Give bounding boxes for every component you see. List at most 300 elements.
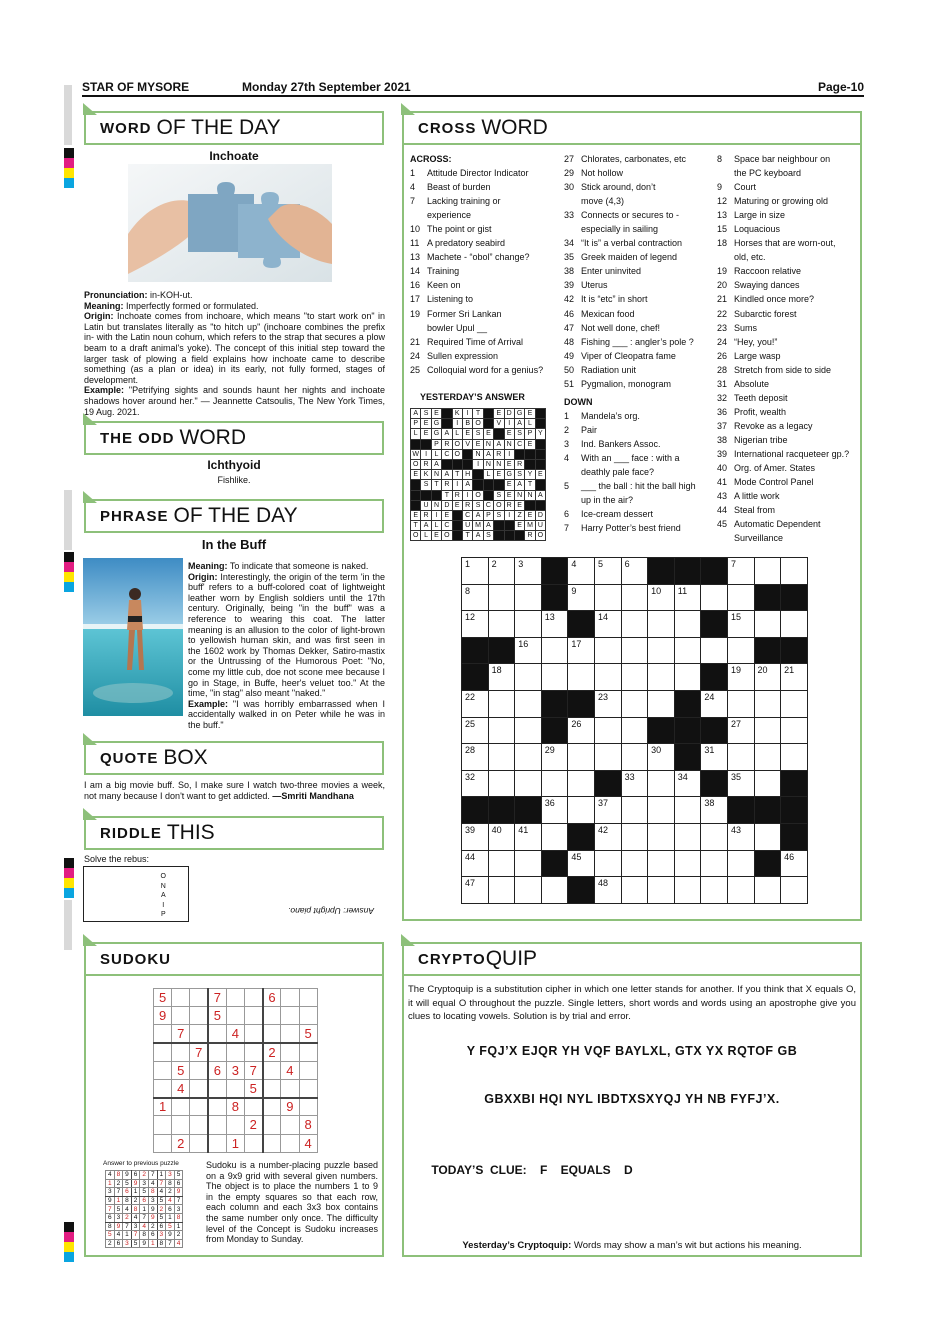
crossword-cell (781, 877, 808, 904)
crossword-cell (515, 584, 542, 611)
crossword-black-cell (568, 823, 595, 850)
answer-cell: A (421, 521, 431, 531)
answer-cell: 5 (106, 1231, 115, 1240)
crossword-cell (541, 611, 568, 638)
clue-number: 28 (717, 364, 728, 375)
clue-text: especially in sailing (581, 224, 659, 235)
clue-item (410, 349, 562, 363)
answer-cell: 8 (157, 1239, 166, 1248)
clue-item (564, 208, 714, 222)
sudoku-cell (190, 1116, 208, 1134)
clue-item (564, 307, 714, 321)
answer-cell: 1 (114, 1196, 123, 1205)
crossword-cell (727, 850, 754, 877)
answer-cell: V (494, 419, 504, 429)
sudoku-cell (154, 1061, 172, 1079)
answer-cell: 9 (114, 1222, 123, 1231)
clue-item (717, 307, 859, 321)
clue-text: deathly pale face? (581, 467, 655, 478)
clue-item (717, 503, 859, 517)
sudoku-cell (299, 1098, 317, 1116)
crossword-cell (754, 877, 781, 904)
answer-cell: A (514, 419, 524, 429)
clue-item (717, 531, 859, 545)
answer-cell: I (504, 510, 514, 520)
answer-cell (473, 480, 483, 490)
sudoku-cell (190, 1134, 208, 1152)
clue-text: Mexican food (581, 308, 635, 319)
crossword-black-cell (488, 637, 515, 664)
clue-number: 32 (717, 392, 728, 403)
clue-item (564, 335, 714, 349)
answer-cell: R (462, 500, 472, 510)
answer-cell: E (421, 419, 431, 429)
cell-number: 10 (651, 585, 662, 596)
crossword-cell (754, 690, 781, 717)
clue-item (564, 493, 714, 507)
clue-number: 23 (717, 322, 728, 333)
answer-cell: 5 (166, 1222, 175, 1231)
answer-cell: 5 (114, 1205, 123, 1214)
cell-number: 1 (465, 559, 471, 569)
crossword-cell (781, 850, 808, 877)
answer-cell: E (514, 521, 524, 531)
answer-cell (535, 439, 545, 449)
answer-cell: D (535, 510, 545, 520)
crossword-cell (727, 664, 754, 691)
clue-number: 39 (717, 448, 728, 459)
clue-text: Connects or secures to - (581, 210, 680, 221)
crossword-black-cell (781, 823, 808, 850)
answer-cell (535, 419, 545, 429)
sudoku-description: Sudoku is a number-placing puzzle based on a 9x9 grid with several given numbers. The object is to place the numbers 1 to 9 in the empty squares so that each row, each column and each 3x3 box contains the same number only once. The difficulty level of the Concept is Sudoku increases from Monday to Sunday. (206, 1160, 378, 1245)
crossword-cell (594, 637, 621, 664)
sudoku-cell (226, 989, 244, 1007)
crossword-cell (541, 664, 568, 691)
cell-number: 12 (465, 612, 476, 623)
crossword-black-cell (701, 558, 728, 585)
crossword-cell (515, 850, 542, 877)
crossword-cell (568, 637, 595, 664)
clue-item (410, 222, 562, 236)
cell-number: 22 (465, 691, 476, 702)
answer-cell: R (452, 490, 462, 500)
answer-cell (452, 459, 462, 469)
crossword-cell (462, 877, 489, 904)
cell-number: 42 (597, 824, 608, 835)
crossword-cell (648, 877, 675, 904)
sudoku-cell (208, 1025, 226, 1043)
crossword-cell (594, 664, 621, 691)
clue-number: 22 (717, 308, 728, 319)
crossword-cell (621, 744, 648, 771)
answer-cell: L (431, 449, 441, 459)
clues-col2 (564, 152, 714, 535)
clue-item (564, 423, 714, 437)
puzzle-hands-image (128, 164, 332, 282)
clue-number: 17 (410, 294, 421, 305)
clue-number: 48 (564, 336, 575, 347)
crossword-black-cell (541, 584, 568, 611)
across-clues-col1 (410, 152, 562, 377)
answer-cell (452, 531, 462, 541)
crossword-cell (701, 690, 728, 717)
answer-cell (411, 439, 421, 449)
clue-text: Uterus (581, 280, 608, 291)
answer-cell: L (421, 531, 431, 541)
answer-cell: 6 (166, 1205, 175, 1214)
answer-cell: 2 (131, 1196, 140, 1205)
crossword-cell (701, 850, 728, 877)
cell-number: 5 (597, 559, 603, 569)
quote-author: —Smriti Mandhana (272, 790, 354, 801)
sudoku-cell (281, 989, 299, 1007)
sudoku-cell: 1 (226, 1134, 244, 1152)
answer-cell: 2 (140, 1171, 149, 1180)
answer-cell: S (473, 500, 483, 510)
answer-cell: 6 (140, 1196, 149, 1205)
answer-cell (535, 449, 545, 459)
answer-cell: I (504, 449, 514, 459)
answer-cell (535, 500, 545, 510)
clue-item (564, 521, 714, 535)
sudoku-cell (244, 1025, 262, 1043)
clue-number: 21 (410, 336, 421, 347)
clue-text: bowler Upul __ (427, 322, 488, 333)
answer-cell: I (504, 419, 514, 429)
answer-cell: N (525, 490, 535, 500)
sudoku-cell: 6 (208, 1061, 226, 1079)
clue-number: 19 (410, 308, 421, 319)
answer-cell: M (525, 521, 535, 531)
crossword-cell (594, 797, 621, 824)
sudoku-cell (281, 1007, 299, 1025)
clue-number: 1 (564, 410, 570, 421)
answer-cell: O (411, 459, 421, 469)
answer-cell: G (431, 419, 441, 429)
clue-number: 38 (564, 266, 575, 277)
answer-cell: 1 (174, 1222, 183, 1231)
answer-cell: 7 (123, 1222, 132, 1231)
crossword-black-cell (781, 797, 808, 824)
answer-cell: 8 (166, 1179, 175, 1188)
sudoku-cell (172, 989, 190, 1007)
crossword-cell (674, 877, 701, 904)
crossword-cell (674, 770, 701, 797)
crossword-cell (488, 850, 515, 877)
crossword-cell (488, 717, 515, 744)
answer-cell: A (442, 470, 452, 480)
answer-cell: E (504, 429, 514, 439)
clue-item (410, 321, 562, 335)
cryptoquip-line-2: GBXXBI HQI NYL IBDTXSXYQJ YH NB FYFJ’X. (484, 1092, 780, 1106)
crossword-black-cell (701, 770, 728, 797)
answer-cell: 9 (123, 1171, 132, 1180)
answer-cell: 7 (174, 1196, 183, 1205)
page-number: Page-10 (817, 80, 864, 94)
crossword-black-cell (568, 611, 595, 638)
sudoku-cell: 4 (226, 1025, 244, 1043)
clue-item (564, 479, 714, 493)
clue-item (717, 180, 859, 194)
crossword-cell (594, 690, 621, 717)
crossword-cell (594, 558, 621, 585)
cell-number: 4 (571, 559, 577, 569)
paper-name: STAR OF MYSORE (82, 80, 190, 94)
sudoku-cell (190, 1025, 208, 1043)
crossword-cell (621, 770, 648, 797)
answer-cell: R (525, 531, 535, 541)
answer-cell: 4 (174, 1239, 183, 1248)
sudoku-cell (190, 1061, 208, 1079)
crossword-cell (754, 664, 781, 691)
crossword-cell (674, 850, 701, 877)
answer-cell: 9 (140, 1239, 149, 1248)
answer-cell: 4 (148, 1179, 157, 1188)
answer-cell: 3 (140, 1179, 149, 1188)
clue-text: Stick around, don’t (581, 182, 656, 193)
sudoku-cell: 4 (281, 1061, 299, 1079)
cell-number: 38 (704, 798, 715, 809)
answer-cell: R (504, 500, 514, 510)
answer-cell (535, 409, 545, 419)
answer-cell: T (473, 409, 483, 419)
sudoku-cell (299, 989, 317, 1007)
answer-cell: A (411, 409, 421, 419)
clue-text: Mandela’s org. (581, 410, 640, 421)
sudoku-cell (263, 1098, 281, 1116)
answer-cell: 2 (114, 1179, 123, 1188)
cell-number: 39 (465, 824, 476, 835)
answer-cell: 3 (174, 1205, 183, 1214)
clue-number: 30 (564, 182, 575, 193)
answer-cell: 6 (148, 1231, 157, 1240)
clue-item (717, 447, 859, 461)
cell-number: 2 (491, 559, 497, 569)
crossword-cell (621, 637, 648, 664)
sudoku-cell: 1 (154, 1098, 172, 1116)
crossword-cell (462, 744, 489, 771)
cryptoquip-line-1: Y FQJ’X EJQR YH VQF BAYLXL, GTX YX RQTOF GB (466, 1044, 798, 1058)
quote-text: I am a big movie buff. So, I make sure I watch two-three movies a week, not many because I don't want to get addicted. —Smriti Mandhana (84, 780, 385, 801)
clue-number: 35 (564, 252, 575, 263)
crossword-cell (648, 690, 675, 717)
clue-text: Viper of Cleopatra fame (581, 350, 676, 361)
sudoku-cell (299, 1043, 317, 1061)
cell-number: 31 (704, 745, 715, 756)
crossword-black-cell (781, 637, 808, 664)
sudoku-cell (244, 989, 262, 1007)
clue-number: 44 (717, 505, 728, 516)
crossword-cell (568, 584, 595, 611)
clue-number: 14 (410, 266, 421, 277)
answer-cell: 1 (140, 1205, 149, 1214)
crossword-cell (594, 877, 621, 904)
answer-cell: N (504, 439, 514, 449)
cryptoquip-intro: The Cryptoquip is a substitution cipher in which one letter stands for another. If you think that X equals O, it will equal O throughout the puzzle. Single letters, short words and words using an apostrophe give you clues to locating vowels. Solution is by trial and error. (408, 984, 856, 1022)
clue-item (564, 278, 714, 292)
clue-item (410, 307, 562, 321)
cell-number: 3 (518, 559, 524, 569)
answer-cell: C (442, 449, 452, 459)
sudoku-cell (190, 1079, 208, 1097)
answer-cell: 3 (148, 1196, 157, 1205)
sudoku-cell (263, 1116, 281, 1134)
sudoku-cell: 5 (154, 989, 172, 1007)
clue-item (410, 236, 562, 250)
answer-cell: 6 (174, 1179, 183, 1188)
answer-cell: E (452, 500, 462, 510)
answer-cell: E (494, 470, 504, 480)
answer-cell: A (442, 429, 452, 439)
answer-cell: E (421, 429, 431, 439)
answer-cell: N (473, 449, 483, 459)
crossword-cell (462, 690, 489, 717)
sudoku-cell: 7 (172, 1025, 190, 1043)
clue-text: “It is” a verbal contraction (581, 238, 683, 249)
clue-item (564, 465, 714, 479)
clue-text: Greek maiden of legend (581, 252, 678, 263)
answer-cell: R (442, 480, 452, 490)
swimmer-photo (83, 558, 183, 716)
answer-cell: 4 (166, 1196, 175, 1205)
crossword-black-cell (462, 664, 489, 691)
crossword-cell (541, 797, 568, 824)
yesterday-answer-label: YESTERDAY’S ANSWER (420, 392, 525, 402)
answer-cell: A (462, 480, 472, 490)
answer-cell (462, 449, 472, 459)
clue-text: Automatic Dependent (734, 519, 821, 530)
answer-cell: N (514, 490, 524, 500)
answer-cell: A (514, 480, 524, 490)
riddle-title-small: RIDDLE (100, 824, 162, 842)
answer-cell: 1 (157, 1171, 166, 1180)
clue-number: 6 (564, 509, 570, 520)
answer-cell (504, 521, 514, 531)
cell-number: 21 (784, 665, 795, 676)
cryptoquip-yesterday: Yesterday’s Cryptoquip: Words may show a man’s wit but actions his meaning. (462, 1240, 802, 1251)
cell-number: 25 (465, 718, 476, 729)
odd-title-small: THE ODD (100, 429, 175, 447)
cell-number: 48 (597, 878, 608, 889)
sudoku-cell: 2 (263, 1043, 281, 1061)
crossword-cell (488, 823, 515, 850)
answer-cell: E (525, 510, 535, 520)
clue-text: Attitude Director Indicator (427, 168, 529, 179)
clue-item (564, 236, 714, 250)
crossword-cell (648, 850, 675, 877)
answer-cell (452, 510, 462, 520)
clue-item (717, 517, 859, 531)
clue-text: Training (427, 266, 460, 277)
clue-text: Enter uninvited (581, 266, 642, 277)
crossword-cell (488, 584, 515, 611)
sudoku-cell: 4 (172, 1079, 190, 1097)
clue-number: 7 (410, 196, 416, 207)
cell-number: 47 (465, 878, 476, 889)
clue-text: Absolute (734, 378, 770, 389)
crossword-cell (674, 637, 701, 664)
answer-cell: E (431, 409, 441, 419)
answer-cell: 3 (114, 1213, 123, 1222)
crossword-title-small: CROSS (418, 119, 477, 137)
sudoku-cell (190, 989, 208, 1007)
quote-title-small: QUOTE (100, 749, 159, 767)
clue-item (717, 321, 859, 335)
answer-cell: G (431, 429, 441, 439)
clue-number: 45 (717, 519, 728, 530)
answer-cell: L (525, 419, 535, 429)
clue-number: 37 (717, 420, 728, 431)
clue-number: 46 (564, 308, 575, 319)
crossword-cell (648, 797, 675, 824)
previous-sudoku-answer (105, 1170, 183, 1248)
sudoku-cell: 9 (154, 1007, 172, 1025)
crossword-cell (727, 717, 754, 744)
answer-cell: O (442, 531, 452, 541)
clue-text: Horses that are worn-out, (734, 238, 836, 249)
answer-cell: V (462, 439, 472, 449)
answer-cell: 9 (174, 1188, 183, 1197)
crossword-cell (515, 744, 542, 771)
answer-cell: 9 (131, 1179, 140, 1188)
odd-title-big: WORD (179, 426, 246, 449)
crossword-black-cell (781, 584, 808, 611)
answer-cell: 3 (131, 1222, 140, 1231)
crossword-cell (594, 584, 621, 611)
clue-text: Space bar neighbour on (734, 154, 831, 164)
crossword-cell (727, 558, 754, 585)
clue-number (564, 194, 581, 208)
crossword-cell (515, 770, 542, 797)
clue-text: Kindled once more? (734, 294, 815, 305)
clue-item (564, 180, 714, 194)
answer-cell: K (452, 409, 462, 419)
crossword-cell (781, 558, 808, 585)
sudoku-cell (154, 1043, 172, 1061)
sudoku-cell (281, 1134, 299, 1152)
clue-text: old, etc. (734, 252, 766, 263)
clue-number: 2 (564, 424, 570, 435)
answer-cell: E (535, 470, 545, 480)
clue-item (564, 264, 714, 278)
answer-cell: 4 (106, 1171, 115, 1180)
clue-text: Court (734, 182, 757, 193)
clue-text: Fishing ___ : angler’s pole ? (581, 336, 694, 347)
answer-cell: 9 (148, 1205, 157, 1214)
sudoku-cell: 5 (172, 1061, 190, 1079)
answer-cell: E (494, 409, 504, 419)
crossword-black-cell (674, 690, 701, 717)
crossword-cell (541, 637, 568, 664)
crossword-cell (754, 558, 781, 585)
sudoku-cell (190, 1098, 208, 1116)
answer-cell: 4 (123, 1205, 132, 1214)
answer-cell: N (431, 500, 441, 510)
crossword-cell (674, 823, 701, 850)
phrase-title-big: OF THE DAY (173, 504, 298, 527)
registration-marks (64, 1222, 74, 1262)
clue-text: Ice-cream dessert (581, 509, 654, 520)
sudoku-cell (208, 1116, 226, 1134)
cell-number: 8 (465, 585, 471, 596)
answer-cell: R (514, 459, 524, 469)
answer-cell: L (452, 429, 462, 439)
cryptoquip-header (402, 942, 862, 976)
clue-text: Org. of Amer. States (734, 463, 816, 474)
clue-text: Pair (581, 424, 598, 435)
crossword-cell (674, 611, 701, 638)
